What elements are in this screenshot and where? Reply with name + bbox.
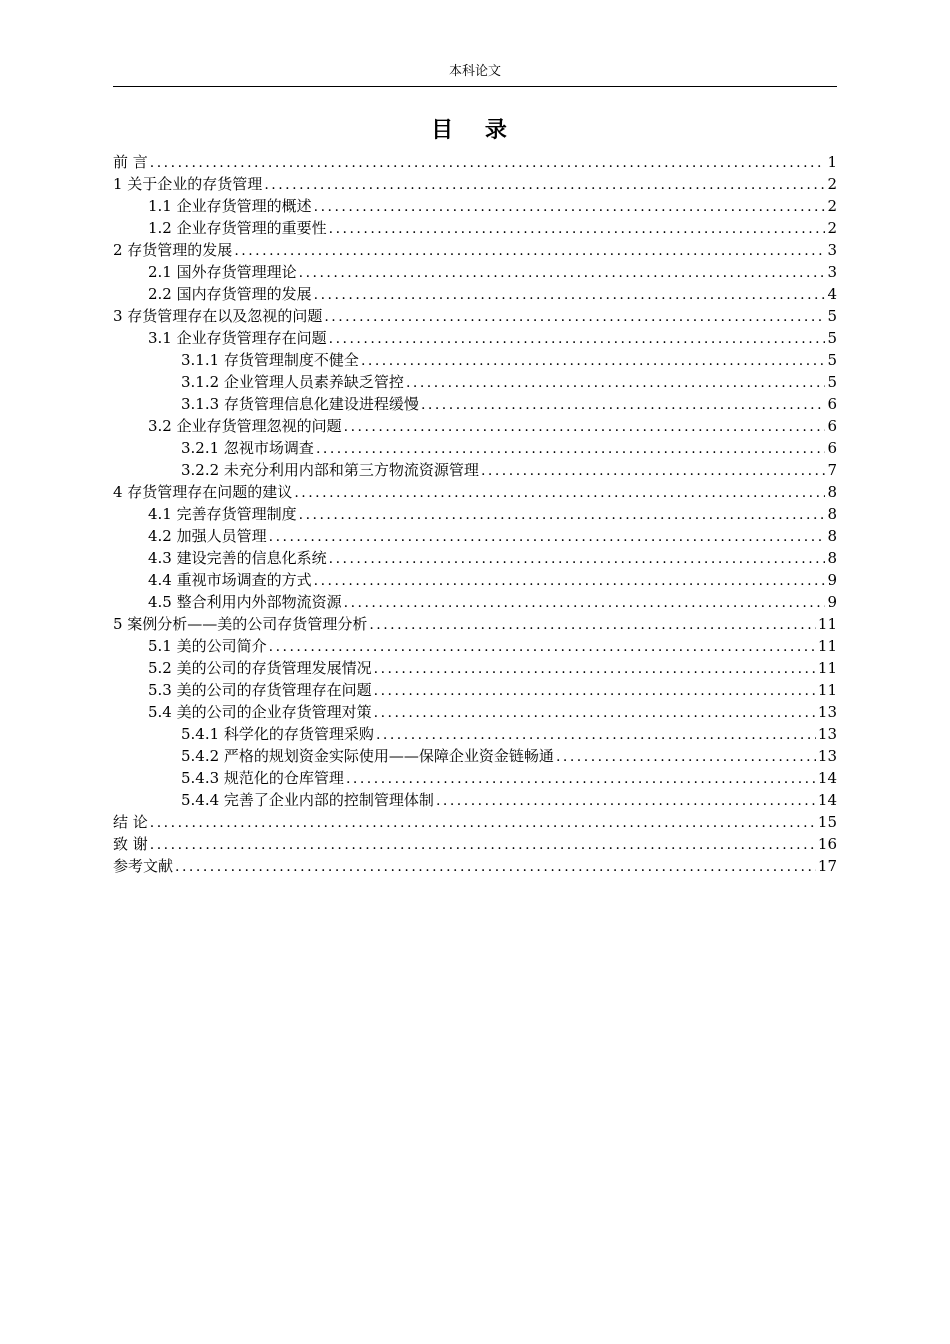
toc-entry[interactable] [113,217,837,239]
toc-entry-page-number: 9 [827,593,837,611]
toc-entry-page-number: 9 [827,571,837,589]
toc-dot-leader [436,790,816,812]
toc-entry[interactable] [113,789,837,811]
toc-entry-page-number: 11 [817,615,837,633]
toc-dot-leader [234,240,825,262]
toc-entry[interactable] [113,195,837,217]
toc-entry-page-number: 13 [817,703,837,721]
toc-entry[interactable] [113,811,837,833]
toc-entry-page-number: 11 [817,659,837,677]
toc-entry[interactable] [113,503,837,525]
toc-entry[interactable] [113,833,837,855]
toc-entry-label: 3.1.1 存货管理制度不健全 [181,351,359,369]
toc-entry-label: 4.3 建设完善的信息化系统 [148,549,327,567]
toc-entry-label: 4 存货管理存在问题的建议 [113,483,293,501]
toc-dot-leader [269,526,826,548]
toc-entry[interactable] [113,855,837,877]
toc-entry-label: 3.2.2 未充分利用内部和第三方物流资源管理 [181,461,479,479]
toc-entry-page-number: 3 [827,263,837,281]
toc-entry[interactable] [113,525,837,547]
toc-entry-label: 5.4 美的公司的企业存货管理对策 [148,703,372,721]
toc-entry[interactable] [113,393,837,415]
toc-entry[interactable] [113,151,837,173]
toc-entry-label: 5.1 美的公司简介 [148,637,267,655]
toc-entry[interactable] [113,613,837,635]
toc-dot-leader [374,658,816,680]
toc-dot-leader [344,592,826,614]
toc-entry[interactable] [113,635,837,657]
toc-entry[interactable] [113,415,837,437]
toc-entry-label: 4.2 加强人员管理 [148,527,267,545]
toc-entry-label: 1.1 企业存货管理的概述 [148,197,312,215]
toc-entry-page-number: 5 [827,329,837,347]
toc-dot-leader [294,482,825,504]
toc-entry-label: 5 案例分析——美的公司存货管理分析 [113,615,368,633]
toc-entry-label: 2 存货管理的发展 [113,241,233,259]
toc-entry-page-number: 7 [827,461,837,479]
toc-dot-leader [481,460,826,482]
toc-entry-label: 3.1.3 存货管理信息化建设进程缓慢 [181,395,419,413]
toc-entry-label: 1 关于企业的存货管理 [113,175,263,193]
toc-entry-label: 5.3 美的公司的存货管理存在问题 [148,681,372,699]
toc-entry-page-number: 4 [827,285,837,303]
toc-entry[interactable] [113,679,837,701]
toc-entry-label: 前 言 [113,153,148,171]
toc-dot-leader [314,196,826,218]
toc-entry-page-number: 14 [817,791,837,809]
toc-entry-page-number: 1 [827,153,837,171]
toc-entry-label: 5.2 美的公司的存货管理发展情况 [148,659,372,677]
toc-dot-leader [299,504,826,526]
toc-dot-leader [376,724,816,746]
toc-dot-leader [150,812,816,834]
toc-entry[interactable] [113,283,837,305]
toc-dot-leader [264,174,825,196]
toc-entry-label: 结 论 [113,813,148,831]
toc-entry-page-number: 6 [827,439,837,457]
toc-entry-label: 3.1.2 企业管理人员素养缺乏管控 [181,373,404,391]
toc-entry[interactable] [113,173,837,195]
toc-entry-label: 3 存货管理存在以及忽视的问题 [113,307,323,325]
toc-dot-leader [324,306,825,328]
toc-dot-leader [329,328,826,350]
toc-entry-page-number: 6 [827,417,837,435]
toc-entry-page-number: 8 [827,527,837,545]
toc-entry-page-number: 2 [827,219,837,237]
toc-entry[interactable] [113,349,837,371]
toc-dot-leader [361,350,826,372]
toc-dot-leader [556,746,816,768]
toc-entry-page-number: 14 [817,769,837,787]
toc-entry-label: 3.1 企业存货管理存在问题 [148,329,327,347]
toc-entry-label: 2.2 国内存货管理的发展 [148,285,312,303]
toc-entry-page-number: 11 [817,637,837,655]
toc-dot-leader [316,438,826,460]
toc-dot-leader [406,372,826,394]
toc-dot-leader [150,152,826,174]
toc-dot-leader [421,394,826,416]
toc-entry[interactable] [113,261,837,283]
toc-entry-page-number: 16 [817,835,837,853]
toc-dot-leader [346,768,816,790]
table-of-contents [113,151,837,877]
toc-dot-leader [344,416,826,438]
toc-dot-leader [299,262,826,284]
toc-entry[interactable] [113,723,837,745]
toc-entry-label: 3.2.1 忽视市场调查 [181,439,314,457]
toc-dot-leader [269,636,816,658]
toc-entry-label: 5.4.1 科学化的存货管理采购 [181,725,374,743]
toc-dot-leader [374,702,816,724]
toc-entry[interactable] [113,591,837,613]
toc-entry-page-number: 17 [817,857,837,875]
toc-entry[interactable] [113,569,837,591]
running-header: 本科论文 [448,64,501,79]
toc-entry-page-number: 3 [827,241,837,259]
toc-entry[interactable] [113,767,837,789]
toc-dot-leader [329,548,826,570]
toc-entry[interactable] [113,745,837,767]
toc-dot-leader [314,284,826,306]
toc-entry-page-number: 6 [827,395,837,413]
toc-entry-page-number: 8 [827,505,837,523]
toc-entry-label: 5.4.3 规范化的仓库管理 [181,769,344,787]
toc-entry-label: 4.5 整合利用内外部物流资源 [148,593,342,611]
toc-entry-page-number: 13 [817,725,837,743]
toc-entry-page-number: 8 [827,549,837,567]
toc-title: 目 录 [431,118,519,143]
toc-entry-page-number: 5 [827,307,837,325]
toc-dot-leader [369,614,816,636]
toc-dot-leader [175,856,816,878]
toc-dot-leader [329,218,826,240]
toc-entry[interactable] [113,547,837,569]
toc-entry-page-number: 2 [827,175,837,193]
toc-entry-label: 5.4.4 完善了企业内部的控制管理体制 [181,791,434,809]
toc-dot-leader [314,570,826,592]
toc-entry-page-number: 8 [827,483,837,501]
toc-entry[interactable] [113,701,837,723]
toc-entry[interactable] [113,459,837,481]
toc-entry-page-number: 5 [827,351,837,369]
toc-entry[interactable] [113,239,837,261]
toc-entry-label: 1.2 企业存货管理的重要性 [148,219,327,237]
toc-entry-label: 4.4 重视市场调查的方式 [148,571,312,589]
header-rule [113,86,837,87]
toc-entry[interactable] [113,657,837,679]
toc-entry-label: 3.2 企业存货管理忽视的问题 [148,417,342,435]
toc-entry-page-number: 15 [817,813,837,831]
toc-entry[interactable] [113,481,837,503]
toc-entry[interactable] [113,305,837,327]
toc-entry[interactable] [113,371,837,393]
toc-entry-page-number: 13 [817,747,837,765]
toc-entry-page-number: 5 [827,373,837,391]
toc-entry-label: 致 谢 [113,835,148,853]
toc-dot-leader [374,680,816,702]
toc-entry-page-number: 11 [817,681,837,699]
toc-entry-page-number: 2 [827,197,837,215]
toc-dot-leader [150,834,816,856]
toc-entry-label: 5.4.2 严格的规划资金实际使用——保障企业资金链畅通 [181,747,554,765]
toc-entry[interactable] [113,437,837,459]
toc-entry[interactable] [113,327,837,349]
toc-entry-label: 参考文献 [113,857,174,875]
toc-entry-label: 4.1 完善存货管理制度 [148,505,297,523]
toc-entry-label: 2.1 国外存货管理理论 [148,263,297,281]
